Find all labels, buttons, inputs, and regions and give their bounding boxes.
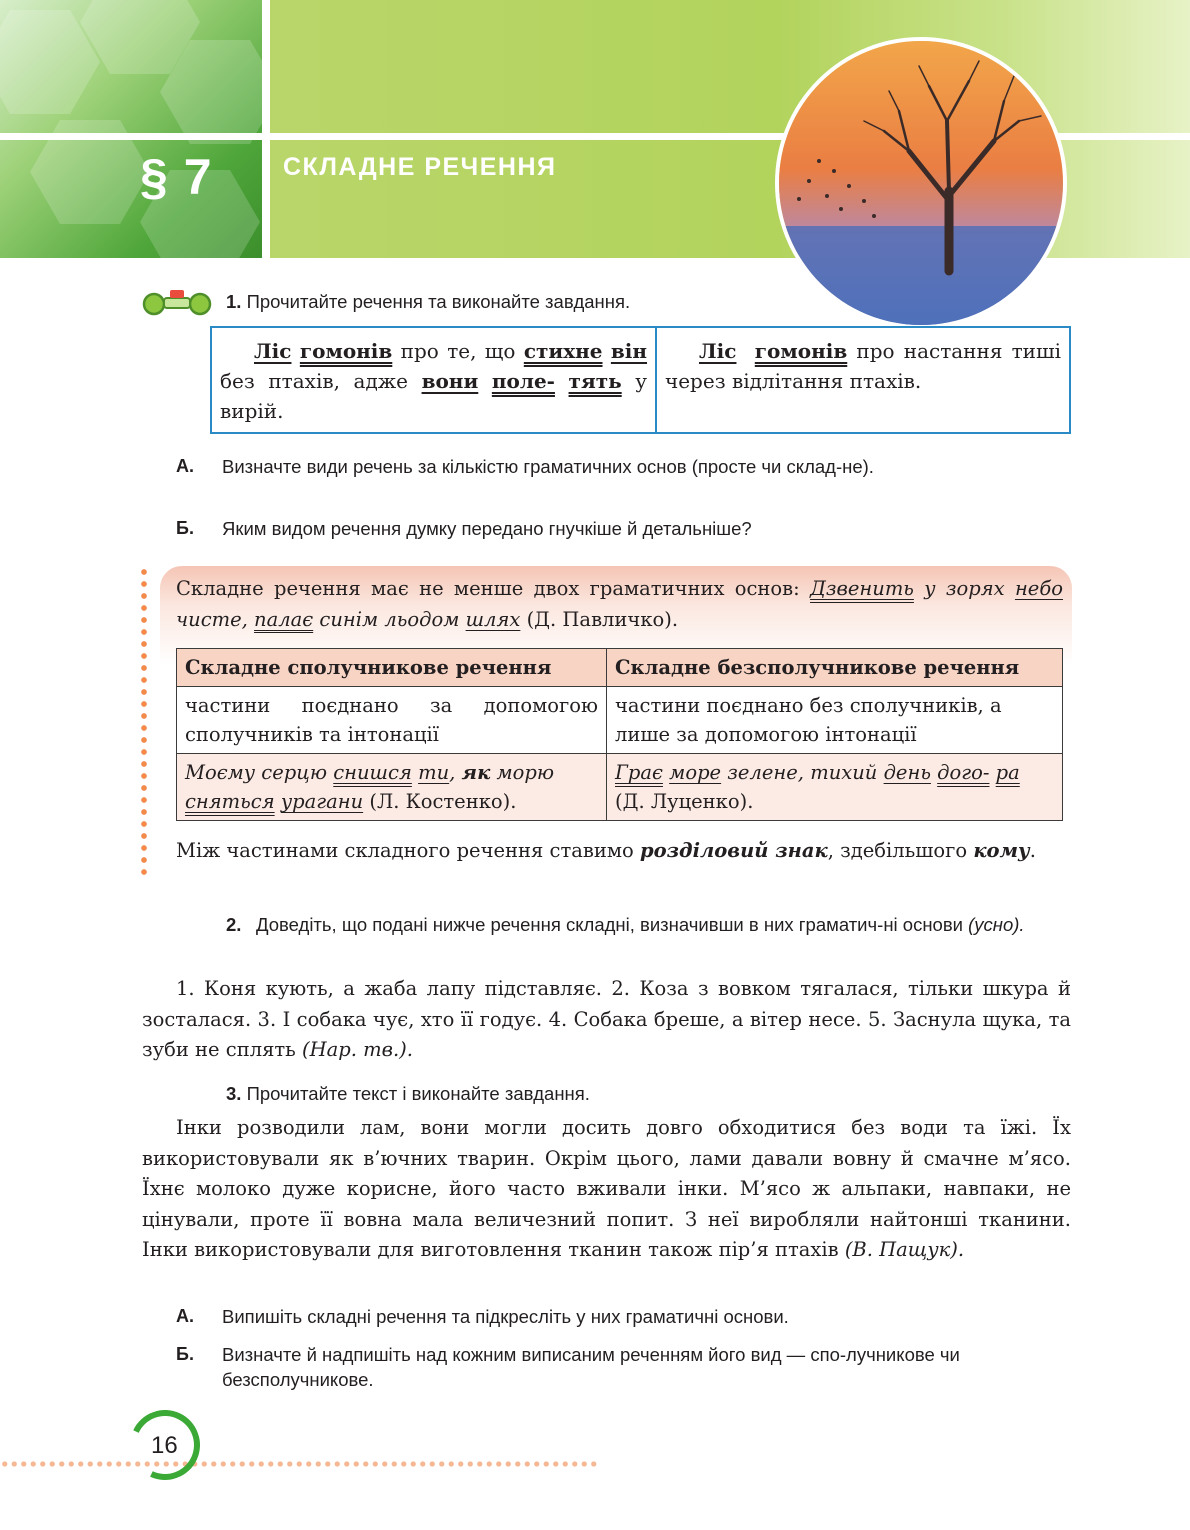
task-3-subtask-a bbox=[176, 1304, 976, 1329]
header-hexagon-panel bbox=[0, 0, 262, 258]
task-note: (усно). bbox=[963, 914, 1025, 935]
tree-sunset-illustration bbox=[779, 41, 1063, 325]
task-3-text: Інки розводили лам, вони могли досить довго обходитися без води та їжі. Їх використовували як в’ючних тварин. Окрім цього, лами давали вовну й смачне м’ясо. Їхнє молоко дуже корисне, його часто вживали інки. М’ясо ж альпаки, навпаки, не цінували, проте її вовна мала величезний попит. З неї виробляли найтонші тканини. Інки використовували для виготовлення тканин також пір’я птахів (В. Пащук). bbox=[142, 1116, 1071, 1261]
subtask-text: Визначте й надпишіть над кожним виписаним реченням його вид — спо-лучникове чи безсполучникове. bbox=[222, 1344, 960, 1390]
subtask-text: Визначте види речень за кількістю граматичних основ (просте чи склад-не). bbox=[222, 456, 874, 477]
subtask-text: Яким видом речення думку передано гнучкіше й детальніше? bbox=[222, 518, 752, 539]
subtask-text: Випишіть складні речення та підкресліть у них граматичні основи. bbox=[222, 1306, 789, 1327]
task-2-sentences: 1. Коня кують, а жаба лапу підставляє. 2. Коза з вовком тягалася, тільки шкура й зосталася. 3. І собака чує, хто її годує. 4. Собака бреше, а вітер несе. 5. Заснула щука, та зуби не сплять (Нар. тв.). bbox=[142, 977, 1071, 1061]
task-instruction-text: Прочитайте речення та виконайте завдання. bbox=[246, 291, 631, 312]
table-example-cell: Грає море зелене, тихий день дого- ра (Д. Луценко). bbox=[607, 754, 1063, 821]
sentence-comparison-table bbox=[210, 326, 1071, 434]
task-instruction-text: Прочитайте текст і виконайте завдання. bbox=[246, 1083, 590, 1104]
table-example-cell: Моєму серцю снишся ти, як морю сняться урагани (Л. Костенко). bbox=[177, 754, 607, 821]
task-1-subtask-b bbox=[176, 516, 976, 541]
complex-sentence-cell: Ліс гомонів про те, що стихне він без птахів, адже вони поле- тять у вирій. bbox=[212, 328, 657, 432]
complex-sentence-types-table bbox=[176, 648, 1063, 821]
task-1-subtask-a bbox=[176, 454, 976, 479]
task-number: 1. bbox=[226, 291, 242, 312]
task-1-instruction bbox=[226, 289, 630, 314]
header-divider bbox=[262, 0, 270, 258]
task-instruction-text: Доведіть, що подані нижче речення складні, визначивши в них граматич-ні основи bbox=[256, 914, 963, 935]
binoculars-icon bbox=[140, 288, 214, 321]
task-number: 2. bbox=[226, 914, 242, 935]
table-cell: частини поєднано за допомогою сполучників та інтонації bbox=[177, 687, 607, 754]
subtask-letter: Б. bbox=[176, 518, 194, 538]
footer-dotted-line bbox=[0, 1460, 600, 1468]
simple-sentence-cell: Ліс гомонів про настання тиші через відлітання птахів. bbox=[665, 339, 1062, 393]
rule-punctuation-note: Між частинами складного речення ставимо розділовий знак, здебільшого кому. bbox=[176, 839, 1036, 862]
task-3-instruction bbox=[226, 1081, 590, 1106]
table-header: Складне безсполучникове речення bbox=[607, 649, 1063, 687]
table-header: Складне сполучникове речення bbox=[177, 649, 607, 687]
section-title: СКЛАДНЕ РЕЧЕННЯ bbox=[283, 153, 557, 181]
tree-sunset-photo bbox=[775, 37, 1067, 329]
page-number: 16 bbox=[151, 1432, 178, 1459]
table-cell: частини поєднано без сполучників, а лише за допомогою інтонації bbox=[607, 687, 1063, 754]
task-3-subtask-b bbox=[176, 1342, 976, 1392]
subtask-letter: Б. bbox=[176, 1344, 194, 1364]
task-2-instruction bbox=[226, 912, 1026, 937]
subtask-letter: А. bbox=[176, 456, 194, 476]
dotted-margin-line bbox=[141, 566, 147, 878]
rule-definition: Складне речення має не менше двох граматичних основ: Дзвенить у зорях небо чисте, палає синім льодом шлях (Д. Павличко). bbox=[176, 577, 1063, 631]
section-number: § 7 bbox=[140, 149, 213, 205]
task-number: 3. bbox=[226, 1083, 242, 1104]
subtask-letter: А. bbox=[176, 1306, 194, 1326]
